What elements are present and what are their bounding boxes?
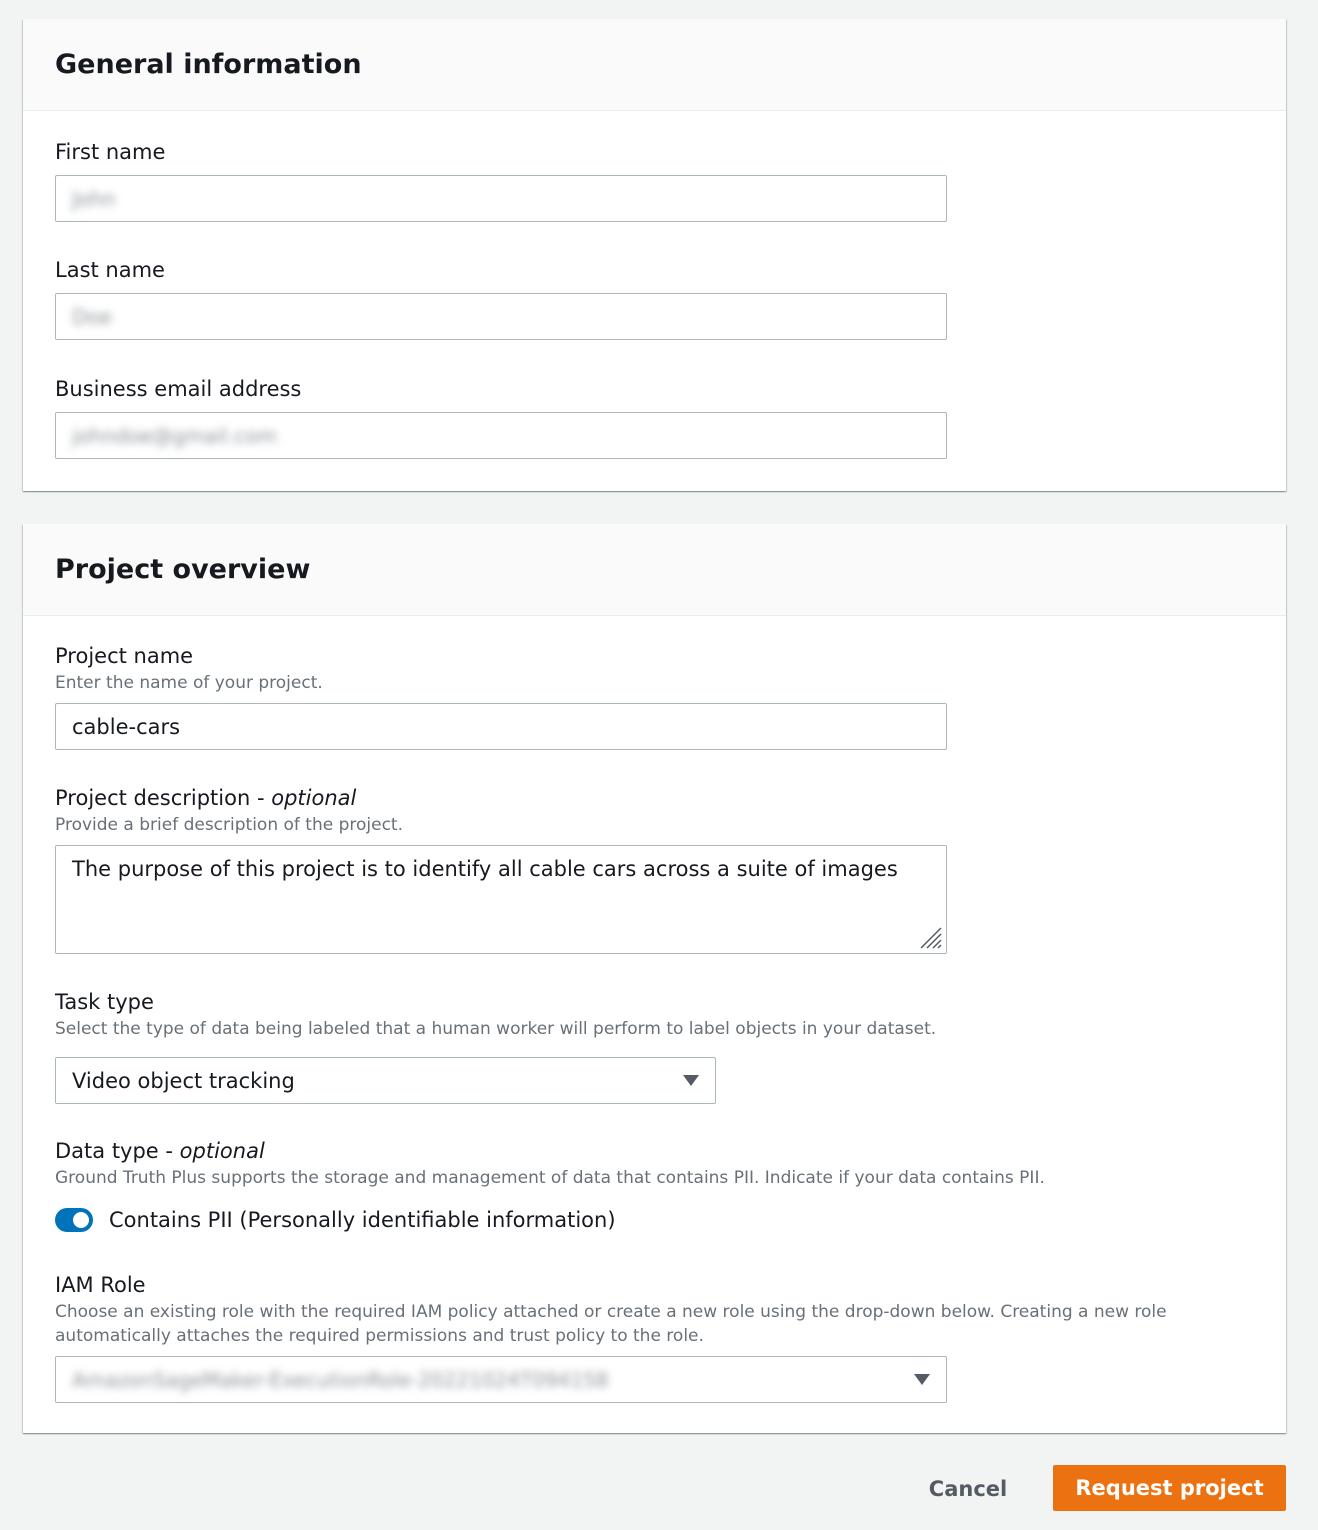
first-name-input[interactable]: [55, 175, 947, 222]
iam-role-label: IAM Role: [55, 1273, 146, 1297]
caret-down-icon: [914, 1374, 930, 1385]
project-description-label: [55, 785, 356, 811]
caret-down-icon: [683, 1075, 699, 1086]
pii-toggle-label: Contains PII (Personally identifiable information): [109, 1208, 616, 1232]
first-name-label: First name: [55, 140, 166, 164]
project-description-hint: Provide a brief description of the project.: [55, 815, 404, 835]
iam-role-value: AmazonSageMaker-ExecutionRole-20221024T094158: [72, 1367, 609, 1392]
project-overview-title: Project overview: [55, 554, 311, 585]
project-name-description: Enter the name of your project.: [55, 673, 323, 693]
iam-role-select[interactable]: [55, 1356, 947, 1403]
task-type-select[interactable]: [55, 1057, 716, 1104]
data-type-label-text: Data type -: [55, 1139, 180, 1163]
pii-toggle-row: [55, 1208, 616, 1232]
general-information-title: General information: [55, 49, 362, 80]
project-overview-panel: [23, 524, 1286, 1433]
project-name-value: cable-cars: [72, 714, 181, 739]
data-type-label: [55, 1138, 265, 1164]
task-type-value: Video object tracking: [72, 1068, 295, 1093]
project-description-label-text: Project description -: [55, 786, 272, 810]
task-type-label: Task type: [55, 990, 154, 1014]
project-name-label: Project name: [55, 644, 194, 668]
resize-grip-icon[interactable]: [919, 926, 943, 950]
email-value: johndoe@gmail.com: [72, 423, 277, 448]
project-description-textarea[interactable]: [55, 845, 947, 954]
project-description-optional: optional: [271, 786, 357, 810]
data-type-optional: optional: [179, 1139, 265, 1163]
email-label: Business email address: [55, 377, 302, 401]
cancel-button[interactable]: Cancel: [928, 1477, 1008, 1501]
task-type-description: Select the type of data being labeled that a human worker will perform to label objects in your dataset.: [55, 1019, 937, 1039]
last-name-label: Last name: [55, 258, 165, 282]
project-name-input[interactable]: [55, 703, 947, 750]
general-information-panel: [23, 19, 1286, 491]
first-name-value: John: [72, 186, 116, 211]
iam-role-description-line2: automatically attaches the required permissions and trust policy to the role.: [55, 1326, 704, 1346]
last-name-value: Doe: [72, 304, 112, 329]
data-type-description: Ground Truth Plus supports the storage and management of data that contains PII. Indicate if your data contains PII.: [55, 1168, 1045, 1188]
project-overview-header: [23, 524, 1286, 616]
general-information-header: [23, 19, 1286, 111]
last-name-input[interactable]: [55, 293, 947, 340]
request-project-button[interactable]: Request project: [1053, 1465, 1286, 1511]
pii-toggle[interactable]: [55, 1208, 93, 1232]
project-description-value: The purpose of this project is to identify all cable cars across a suite of images: [72, 857, 898, 881]
toggle-knob: [73, 1212, 89, 1228]
iam-role-description-line1: Choose an existing role with the required IAM policy attached or create a new role using the drop-down below. Creating a new role: [55, 1302, 1167, 1322]
email-input[interactable]: [55, 412, 947, 459]
